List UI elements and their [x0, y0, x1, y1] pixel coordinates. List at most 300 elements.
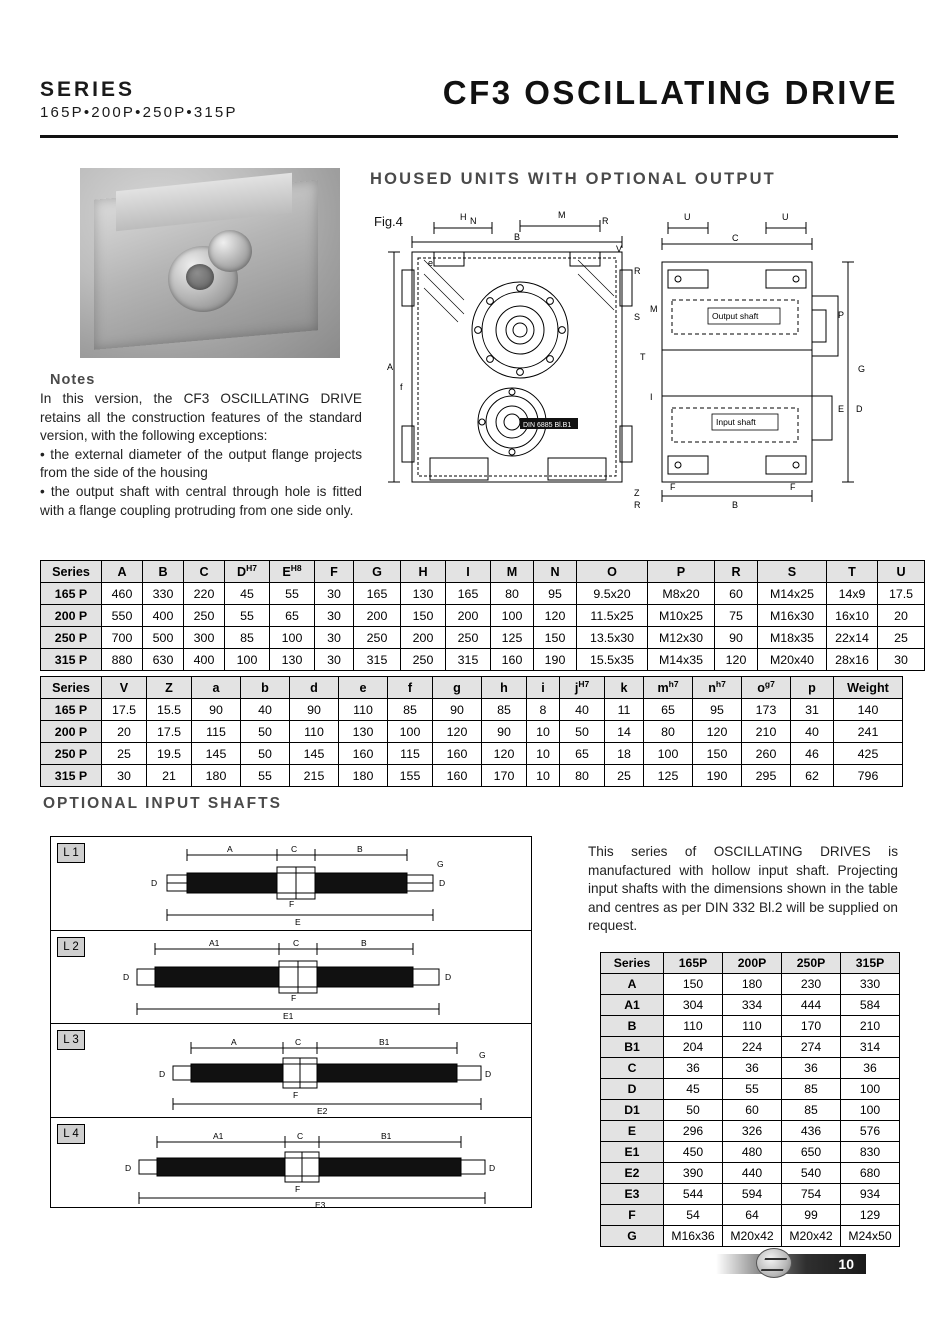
table-cell: 36	[664, 1058, 723, 1079]
table-cell: 40	[241, 699, 290, 721]
svg-text:E2: E2	[317, 1106, 328, 1116]
dimensions-table-1	[40, 560, 925, 671]
table-cell: 55	[270, 583, 315, 605]
notes-paragraph-3: • the output shaft with central through hole is fitted with a flange coupling protruding from one side only.	[40, 483, 362, 518]
table-cell: 11	[605, 699, 644, 721]
row-header-cell: D1	[601, 1100, 664, 1121]
table-cell: 25	[605, 765, 644, 787]
row-header-cell: A	[601, 974, 664, 995]
table-cell: 130	[270, 649, 315, 671]
table-cell: 110	[664, 1016, 723, 1037]
table-cell: 65	[644, 699, 693, 721]
svg-text:A: A	[227, 844, 233, 854]
table-cell: 8	[527, 699, 560, 721]
table-row	[601, 1079, 900, 1100]
column-header: M	[491, 561, 534, 583]
table-row	[41, 721, 903, 743]
column-header: O	[577, 561, 648, 583]
shaft-variant-row	[51, 837, 531, 931]
table-cell: M20x40	[758, 649, 827, 671]
column-header: k	[605, 677, 644, 699]
table-cell: 31	[791, 699, 834, 721]
svg-text:C: C	[291, 844, 298, 854]
svg-text:F: F	[289, 899, 295, 909]
row-header-cell: 315 P	[41, 765, 102, 787]
shaft-variant-tag: L 3	[57, 1030, 85, 1050]
shaft-variant-row	[51, 931, 531, 1025]
table-cell: 400	[143, 605, 184, 627]
svg-text:N: N	[470, 216, 477, 226]
svg-text:D: D	[123, 971, 130, 982]
brand-logo-icon	[756, 1248, 792, 1278]
table-cell: 160	[339, 743, 388, 765]
svg-text:P: P	[838, 310, 845, 320]
svg-text:DIN 6885 Bl.B1: DIN 6885 Bl.B1	[523, 422, 572, 429]
table-cell: 99	[782, 1205, 841, 1226]
table-cell: 274	[782, 1037, 841, 1058]
row-header-cell: 315 P	[41, 649, 102, 671]
table-cell: 50	[560, 721, 605, 743]
svg-text:A: A	[387, 362, 394, 372]
row-header-cell: E	[601, 1121, 664, 1142]
svg-text:f: f	[400, 382, 403, 392]
table-cell: 754	[782, 1184, 841, 1205]
svg-text:M: M	[558, 210, 566, 220]
table-cell: 480	[723, 1142, 782, 1163]
table-cell: 260	[742, 743, 791, 765]
table-cell: 30	[878, 649, 925, 671]
table-cell: 584	[841, 995, 900, 1016]
table-cell: 90	[192, 699, 241, 721]
table-cell: 436	[782, 1121, 841, 1142]
table-cell: 650	[782, 1142, 841, 1163]
table-cell: 934	[841, 1184, 900, 1205]
table-cell: 296	[664, 1121, 723, 1142]
svg-text:F: F	[295, 1183, 301, 1194]
table-cell: 230	[782, 974, 841, 995]
table-cell: 150	[534, 627, 577, 649]
svg-text:A1: A1	[213, 1130, 224, 1141]
svg-text:D: D	[856, 404, 863, 414]
column-header: A	[102, 561, 143, 583]
table-cell: 40	[560, 699, 605, 721]
table-cell: M16x36	[664, 1226, 723, 1247]
table-cell: M18x35	[758, 627, 827, 649]
table-cell: 80	[491, 583, 534, 605]
table-cell: 90	[433, 699, 482, 721]
table-cell: 115	[388, 743, 433, 765]
row-header-cell: E3	[601, 1184, 664, 1205]
table-cell: M14x25	[758, 583, 827, 605]
table-cell: 100	[644, 743, 693, 765]
table-cell: 190	[534, 649, 577, 671]
column-header: b	[241, 677, 290, 699]
table-cell: 30	[315, 605, 354, 627]
column-header: $m^{h7}$	[644, 677, 693, 699]
row-header-cell: 165 P	[41, 583, 102, 605]
table-cell: 14x9	[827, 583, 878, 605]
table-cell: 100	[225, 649, 270, 671]
product-photo	[80, 168, 340, 358]
table-cell: 50	[241, 743, 290, 765]
table-cell: 155	[388, 765, 433, 787]
shaft-drawing-l4	[67, 1118, 527, 1210]
svg-text:F: F	[293, 1090, 299, 1100]
table-cell: 180	[339, 765, 388, 787]
table-cell: M12x30	[648, 627, 715, 649]
table-cell: 9.5x20	[577, 583, 648, 605]
table-cell: 120	[534, 605, 577, 627]
svg-text:A1: A1	[209, 937, 220, 948]
table-cell: 25	[102, 743, 147, 765]
table-cell: 14	[605, 721, 644, 743]
table-row	[601, 1163, 900, 1184]
svg-text:Z: Z	[634, 488, 640, 498]
table-cell: 40	[791, 721, 834, 743]
shaft-drawing-l1	[67, 837, 527, 929]
svg-text:e: e	[428, 258, 434, 268]
svg-text:V: V	[616, 244, 623, 254]
table-cell: 17.5	[878, 583, 925, 605]
shaft-drawing-l3	[67, 1024, 527, 1116]
table-cell: 170	[482, 765, 527, 787]
table-cell: 204	[664, 1037, 723, 1058]
table-cell: 65	[270, 605, 315, 627]
table-row	[601, 1142, 900, 1163]
table-cell: 250	[401, 649, 446, 671]
table-cell: 80	[560, 765, 605, 787]
header-divider	[40, 135, 898, 138]
table-cell: 30	[315, 583, 354, 605]
shaft-variant-row	[51, 1024, 531, 1118]
table-row	[41, 649, 925, 671]
table-cell: 250	[446, 627, 491, 649]
column-header: V	[102, 677, 147, 699]
column-header: $E^{H8}$	[270, 561, 315, 583]
table-cell: 460	[102, 583, 143, 605]
svg-text:U: U	[782, 212, 789, 222]
page-header	[40, 74, 898, 136]
optional-input-shafts-figure	[50, 836, 532, 1208]
table-cell: 550	[102, 605, 143, 627]
table-row	[41, 699, 903, 721]
series-list: 165P•200P•250P•315P	[40, 104, 238, 121]
table-cell: 241	[834, 721, 903, 743]
column-header: G	[354, 561, 401, 583]
svg-text:A: A	[231, 1037, 237, 1047]
table-cell: 200	[401, 627, 446, 649]
table-cell: 140	[834, 699, 903, 721]
table-cell: 330	[143, 583, 184, 605]
table-row	[601, 974, 900, 995]
table-cell: 300	[184, 627, 225, 649]
table-cell: 100	[841, 1100, 900, 1121]
column-header: I	[446, 561, 491, 583]
svg-text:E1: E1	[283, 1010, 294, 1021]
column-header: Series	[601, 953, 664, 974]
svg-text:C: C	[297, 1130, 304, 1141]
svg-text:G: G	[479, 1050, 486, 1060]
svg-text:H: H	[460, 212, 467, 222]
table-cell: 314	[841, 1037, 900, 1058]
column-header: d	[290, 677, 339, 699]
table-cell: 100	[388, 721, 433, 743]
table-body	[41, 699, 903, 787]
row-header-cell: 165 P	[41, 699, 102, 721]
table-cell: 75	[715, 605, 758, 627]
row-header-cell: 200 P	[41, 721, 102, 743]
table-cell: 700	[102, 627, 143, 649]
row-header-cell: F	[601, 1205, 664, 1226]
table-body	[601, 974, 900, 1247]
shaft-variant-row	[51, 1118, 531, 1211]
row-header-cell: B	[601, 1016, 664, 1037]
input-shaft-dimensions-table	[600, 952, 900, 1247]
column-header: a	[192, 677, 241, 699]
table-cell: 50	[241, 721, 290, 743]
table-cell: 19.5	[147, 743, 192, 765]
table-row	[41, 765, 903, 787]
table-row	[601, 1226, 900, 1247]
svg-text:C: C	[732, 233, 739, 243]
column-header: p	[791, 677, 834, 699]
column-header: i	[527, 677, 560, 699]
column-header-tolerance: h7	[668, 679, 679, 690]
table-cell: 100	[491, 605, 534, 627]
table-cell: 60	[723, 1100, 782, 1121]
svg-text:D: D	[151, 878, 158, 888]
column-header: S	[758, 561, 827, 583]
column-header: N	[534, 561, 577, 583]
svg-text:F: F	[790, 482, 796, 492]
table-cell: 330	[841, 974, 900, 995]
table-cell: 90	[482, 721, 527, 743]
table-cell: 444	[782, 995, 841, 1016]
column-header: $D^{H7}$	[225, 561, 270, 583]
svg-text:D: D	[439, 878, 446, 888]
table-cell: 30	[315, 627, 354, 649]
table-cell: 544	[664, 1184, 723, 1205]
optional-input-shafts-title: OPTIONAL INPUT SHAFTS	[43, 795, 282, 812]
table-cell: 576	[841, 1121, 900, 1142]
table-cell: 110	[723, 1016, 782, 1037]
table-cell: 13.5x30	[577, 627, 648, 649]
table-cell: 165	[354, 583, 401, 605]
table-cell: 22x14	[827, 627, 878, 649]
output-shaft-label: Output shaft	[712, 311, 759, 321]
table-cell: M14x35	[648, 649, 715, 671]
table-cell: 11.5x25	[577, 605, 648, 627]
table-cell: 20	[878, 605, 925, 627]
table-cell: 130	[401, 583, 446, 605]
svg-text:C: C	[295, 1037, 302, 1047]
column-header: B	[143, 561, 184, 583]
svg-text:R: R	[634, 266, 641, 276]
table-cell: 10	[527, 743, 560, 765]
table-cell: 190	[693, 765, 742, 787]
table-cell: 150	[401, 605, 446, 627]
series-word: SERIES	[40, 78, 136, 101]
column-header-tolerance: h7	[715, 679, 726, 690]
svg-text:F: F	[670, 482, 676, 492]
table-cell: 17.5	[147, 721, 192, 743]
table-cell: 165	[446, 583, 491, 605]
table-cell: 36	[841, 1058, 900, 1079]
svg-text:B1: B1	[379, 1037, 390, 1047]
page-title: CF3 OSCILLATING DRIVE	[442, 74, 898, 111]
svg-text:E: E	[295, 917, 301, 927]
table-cell: 100	[270, 627, 315, 649]
table-cell: 390	[664, 1163, 723, 1184]
svg-text:R: R	[602, 216, 609, 226]
column-header: 315P	[841, 953, 900, 974]
table-cell: 85	[482, 699, 527, 721]
table-cell: 110	[290, 721, 339, 743]
row-header-cell: C	[601, 1058, 664, 1079]
column-header: $n^{h7}$	[693, 677, 742, 699]
table-cell: M24x50	[841, 1226, 900, 1247]
table-cell: 145	[290, 743, 339, 765]
table-cell: 120	[433, 721, 482, 743]
table-row	[601, 1100, 900, 1121]
table-cell: 210	[841, 1016, 900, 1037]
table-row	[41, 743, 903, 765]
svg-text:G: G	[858, 364, 866, 374]
table-cell: M20x42	[723, 1226, 782, 1247]
table-cell: 60	[715, 583, 758, 605]
page-footer	[716, 1250, 866, 1276]
column-header: C	[184, 561, 225, 583]
table-cell: 10	[527, 765, 560, 787]
table-cell: 15.5x35	[577, 649, 648, 671]
table-cell: 170	[782, 1016, 841, 1037]
table-cell: 55	[241, 765, 290, 787]
row-header-cell: D	[601, 1079, 664, 1100]
notes-title: Notes	[50, 372, 96, 388]
svg-text:D: D	[159, 1069, 166, 1079]
table-cell: 630	[143, 649, 184, 671]
table-cell: 315	[446, 649, 491, 671]
shaft-variant-tag: L 1	[57, 843, 85, 863]
table-cell: 90	[290, 699, 339, 721]
table-row	[601, 1205, 900, 1226]
table-cell: 18	[605, 743, 644, 765]
table-cell: 55	[225, 605, 270, 627]
table-cell: 21	[147, 765, 192, 787]
table-cell: 200	[446, 605, 491, 627]
svg-text:D: D	[485, 1069, 492, 1079]
table-cell: 95	[534, 583, 577, 605]
table-cell: 450	[664, 1142, 723, 1163]
table-cell: 125	[644, 765, 693, 787]
row-header-cell: 200 P	[41, 605, 102, 627]
svg-text:T: T	[640, 352, 646, 362]
table-cell: 796	[834, 765, 903, 787]
table-cell: 85	[782, 1100, 841, 1121]
table-cell: 224	[723, 1037, 782, 1058]
table-cell: 304	[664, 995, 723, 1016]
svg-text:B: B	[514, 232, 521, 242]
table-cell: 334	[723, 995, 782, 1016]
table-cell: 64	[723, 1205, 782, 1226]
table-cell: 36	[782, 1058, 841, 1079]
column-header: e	[339, 677, 388, 699]
column-header: H	[401, 561, 446, 583]
table-cell: 150	[664, 974, 723, 995]
table-cell: 25	[878, 627, 925, 649]
svg-text:C: C	[293, 937, 300, 948]
column-header: $j^{H7}$	[560, 677, 605, 699]
svg-text:B: B	[357, 844, 363, 854]
row-header-cell: 250 P	[41, 743, 102, 765]
table-cell: 62	[791, 765, 834, 787]
table-cell: M8x20	[648, 583, 715, 605]
table-cell: 20	[102, 721, 147, 743]
column-header: Series	[41, 677, 102, 699]
optional-input-shafts-text: This series of OSCILLATING DRIVES is manufactured with hollow input shaft. Projecting input shafts with the dimensions shown in the table and centres as per DIN 332 Bl.2 will be supplied on request.	[588, 844, 898, 934]
table-cell: 110	[339, 699, 388, 721]
svg-text:D: D	[125, 1162, 132, 1173]
column-header: 165P	[664, 953, 723, 974]
column-header-tolerance: H7	[246, 563, 257, 574]
column-header-tolerance: H7	[578, 679, 590, 690]
table-cell: 315	[354, 649, 401, 671]
table-cell: 180	[192, 765, 241, 787]
svg-text:B1: B1	[381, 1130, 392, 1141]
table-cell: 120	[693, 721, 742, 743]
figure-label: Fig.4	[374, 214, 403, 229]
table-cell: 215	[290, 765, 339, 787]
row-header-cell: G	[601, 1226, 664, 1247]
table-cell: 220	[184, 583, 225, 605]
table-cell: 45	[664, 1079, 723, 1100]
svg-text:E: E	[838, 404, 845, 414]
table-cell: 80	[644, 721, 693, 743]
drawing-svg	[372, 200, 896, 540]
table-body	[41, 583, 925, 671]
page-number: 10	[838, 1256, 854, 1272]
svg-text:D: D	[445, 971, 452, 982]
table-cell: 85	[782, 1079, 841, 1100]
row-header-cell: A1	[601, 995, 664, 1016]
table-cell: 28x16	[827, 649, 878, 671]
table-cell: 830	[841, 1142, 900, 1163]
table-cell: 10	[527, 721, 560, 743]
table-row	[601, 1016, 900, 1037]
table-cell: 36	[723, 1058, 782, 1079]
row-header-cell: E1	[601, 1142, 664, 1163]
table-cell: 85	[225, 627, 270, 649]
table-cell: 180	[723, 974, 782, 995]
svg-text:M: M	[650, 304, 658, 314]
table-cell: 55	[723, 1079, 782, 1100]
table-cell: 85	[388, 699, 433, 721]
table-cell: 30	[102, 765, 147, 787]
table-cell: 16x10	[827, 605, 878, 627]
column-header: Z	[147, 677, 192, 699]
table-cell: 250	[184, 605, 225, 627]
row-header-cell: 250 P	[41, 627, 102, 649]
table-cell: 594	[723, 1184, 782, 1205]
table-cell: 150	[693, 743, 742, 765]
column-header: U	[878, 561, 925, 583]
svg-text:R: R	[634, 500, 641, 510]
svg-text:U: U	[684, 212, 691, 222]
table-cell: 120	[482, 743, 527, 765]
row-header-cell: B1	[601, 1037, 664, 1058]
table-cell: 129	[841, 1205, 900, 1226]
table-row	[601, 1058, 900, 1079]
